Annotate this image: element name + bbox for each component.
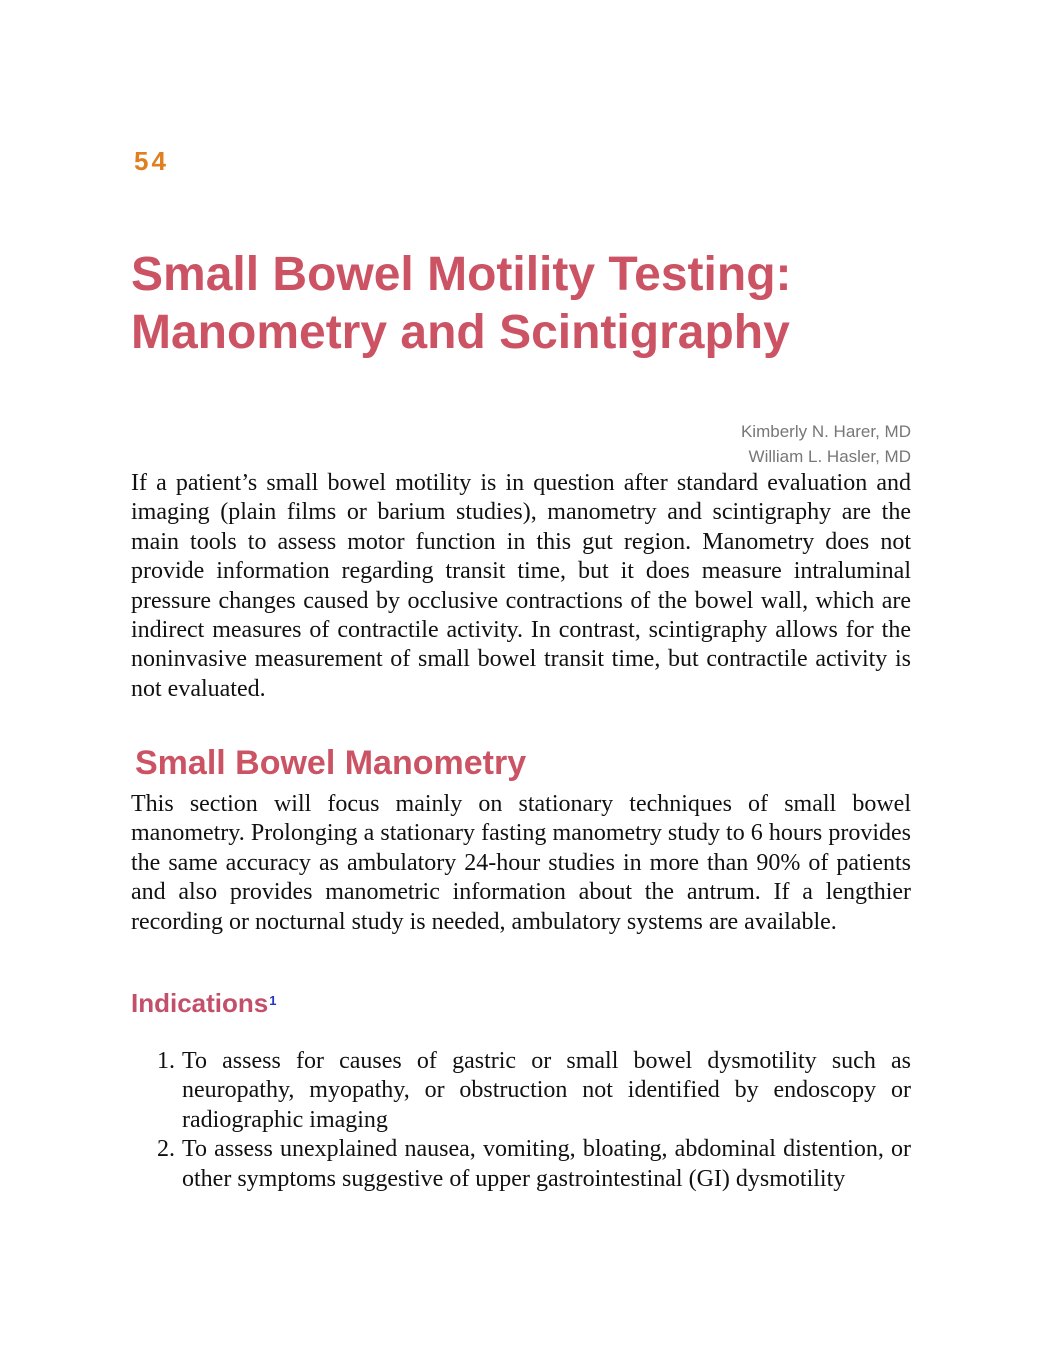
list-item [131,1047,911,1135]
list-item [131,1135,911,1194]
chapter-title: Small Bowel Motility Testing: Manometry and Scintigraphy [131,248,792,359]
section-heading: Small Bowel Manometry [135,744,527,782]
list-item-number: 1. [157,1048,175,1074]
author-list [741,419,911,469]
list-item-number: 2. [157,1136,175,1163]
indications-heading [131,986,275,1020]
author-name: William L. Hasler, MD [748,447,911,466]
author-name: Kimberly N. Harer, MD [740,422,911,441]
footnote-reference-link[interactable]: 1 [269,993,277,1008]
intro-paragraph: If a patient’s small bowel motility is in question after standard evaluation and imaging (plain films or barium studies), manometry and scintigraphy are the main tools to assess motor function in this gut region. Manometry does not provide information regarding transit time, but it does measure intraluminal pressure changes caused by occlusive contractions of the bowel wall, which are indirect measures of contractile activity. In contrast, scintigraphy allows for the noninvasive measurement of small bowel transit time, but contractile activity is not evaluated. [131,470,911,702]
chapter-number: 54 [134,146,169,176]
section-paragraph: This section will focus mainly on stationary techniques of small bowel manometry. Prolonging a stationary fasting manometry study to 6 hours provides the same accuracy as ambulatory 24-hour studies in more than 90% of patients and also provides manometric information about the antrum. If a lengthier recording or nocturnal study is needed, ambulatory systems are available. [131,791,911,935]
indications-list [131,1047,911,1194]
indications-heading-text: Indications [131,988,269,1018]
list-item-text: To assess unexplained nausea, vomiting, bloating, abdominal distention, or other symptoms suggestive of upper gastrointestinal (GI) dysmotility [182,1136,911,1192]
list-item-text: To assess for causes of gastric or small bowel dysmotility such as neuropathy, myopathy, or obstruction not identified by endoscopy or radiographic imaging [182,1048,911,1133]
